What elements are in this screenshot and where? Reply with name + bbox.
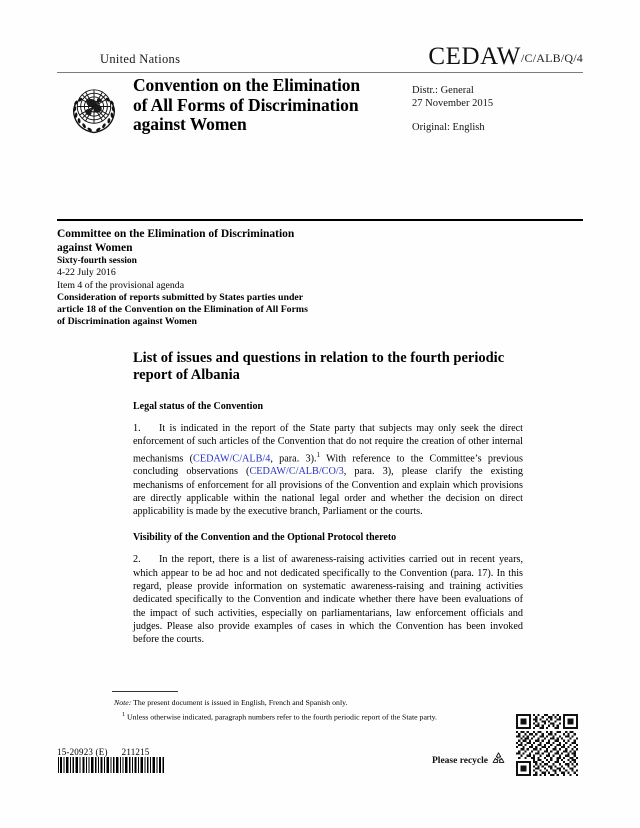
job-date: 211215 <box>121 747 150 757</box>
paragraph-1-text-part-2: , para. 3). <box>270 452 317 464</box>
page-title: List of issues and questions in relation to the fourth periodic report of Albania <box>133 350 505 383</box>
note-text: The present document is issued in English, French and Spanish only. <box>131 698 348 707</box>
original-language: Original: English <box>412 122 485 133</box>
masthead <box>57 43 583 72</box>
footnote-marker-1[interactable]: 1 <box>316 450 321 459</box>
footnote-1-text: Unless otherwise indicated, paragraph numbers refer to the fourth periodic report of the State party. <box>125 713 438 722</box>
page-content <box>57 0 583 828</box>
masthead-divider <box>57 72 583 73</box>
recycle-label: Please recycle <box>432 756 488 766</box>
footnote-1 <box>114 710 504 723</box>
section-heading-visibility: Visibility of the Convention and the Optional Protocol thereto <box>133 532 397 544</box>
paragraph-2 <box>133 553 523 646</box>
barcode <box>57 757 165 773</box>
footnote-block <box>114 698 504 723</box>
convention-title-line-1: Convention on the Elimination <box>133 75 361 95</box>
committee-block <box>57 228 457 328</box>
document-symbol-main: CEDAW <box>428 43 521 70</box>
paragraph-1-number: 1. <box>133 423 141 434</box>
agenda-title-line-2: article 18 of the Convention on the Elimination of All Forms <box>57 304 308 316</box>
committee-name-line-1: Committee on the Elimination of Discrimination <box>57 228 295 240</box>
recycle-icon <box>490 751 507 766</box>
job-number: 15-20923 (E) <box>57 747 108 757</box>
qr-code <box>516 714 578 776</box>
paragraph-1 <box>133 422 523 518</box>
document-symbol-suffix: /C/ALB/Q/4 <box>520 51 583 65</box>
note-label: Note: <box>114 698 132 707</box>
distribution-block <box>412 84 582 134</box>
link-cedaw-c-alb-4[interactable]: CEDAW/C/ALB/4 <box>193 452 271 464</box>
convention-title-line-3: against Women <box>133 114 247 134</box>
agenda-title-line-3: of Discrimination against Women <box>57 316 197 328</box>
footnote-separator <box>112 691 178 692</box>
distribution-type: Distr.: General <box>412 85 474 96</box>
job-number-block <box>57 747 150 757</box>
footnote-1-marker: 1 <box>122 711 126 719</box>
document-date: 27 November 2015 <box>412 98 494 109</box>
paragraph-1-text-part-4: , para. 3), please clarify the existing mechanisms of enforcement for all provisions of the Convention and explain which provisions are directly applicable within the national legal order and whether the decision on direct applicability is made by the executive branch, Parliament or the courts. <box>133 466 523 518</box>
agenda-item: Item 4 of the provisional agenda <box>57 279 185 291</box>
paragraph-1-text-part-1: It is indicated in the report of the State party that subjects may only seek the direct enforcement of such articles of the Convention that do not require the creation of other internal mechanisms ( <box>133 423 523 464</box>
link-cedaw-c-alb-co-3[interactable]: CEDAW/C/ALB/CO/3 <box>249 466 344 478</box>
convention-title-line-2: of All Forms of Discrimination <box>133 94 359 115</box>
committee-session: Sixty-fourth session <box>57 256 137 266</box>
section-heading-legal-status: Legal status of the Convention <box>133 401 264 412</box>
convention-title <box>133 76 403 135</box>
agenda-title-line-1: Consideration of reports submitted by States parties under <box>57 291 304 303</box>
document-body <box>133 350 523 660</box>
committee-name-line-2: against Women <box>57 241 133 254</box>
un-emblem <box>63 78 125 140</box>
paragraph-2-text: In the report, there is a list of awareness-raising activities carried out in recent years, which appear to be ad hoc and not dedicated specifically to the Convention (para. 17). In this regard, please provide information on systematic awareness-raising and training activities dedicated specifically to the Convention and indicate whether there have been evaluations of the impact of such activities, especially on parliamentarians, law enforcement officials and judges. Please also provide examples of cases in which the Convention has been invoked before the courts. <box>133 554 523 646</box>
recycle-note <box>432 751 507 766</box>
organization-name: United Nations <box>100 52 181 66</box>
section-divider <box>57 219 583 221</box>
paragraph-2-number: 2. <box>133 554 141 566</box>
paragraph-1-text-part-3: With reference to the Committee’s previous concluding observations ( <box>133 452 523 478</box>
document-symbol <box>428 43 583 71</box>
committee-dates: 4-22 July 2016 <box>57 267 116 279</box>
note-line <box>114 698 504 708</box>
